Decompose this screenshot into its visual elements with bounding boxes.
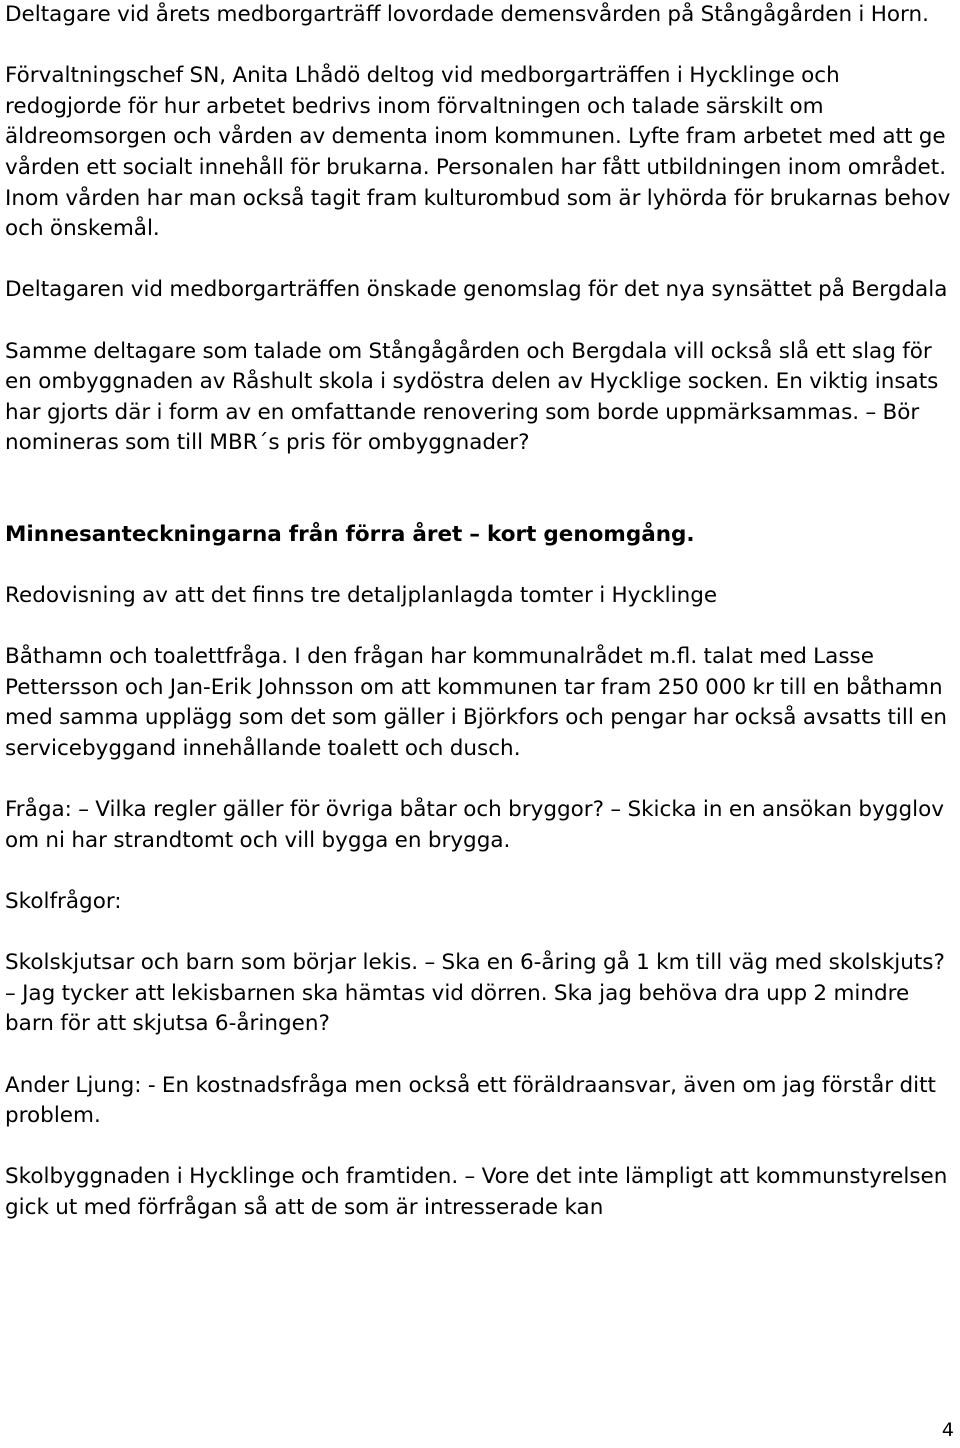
page-number: 4 [941, 1419, 954, 1441]
paragraph-bathamn: Båthamn och toalettfråga. I den frågan har kommunalrådet m.fl. talat med Lasse Pettersson och Jan-Erik Johnsson om att kommunen tar fram 250 000 kr till en båthamn med samma upplägg som det som gäller i Björkfors och pengar har också avsatts till en servicebyggand innehållande toalett och dusch. [5, 644, 948, 762]
paragraph-skolfragor: Skolfrågor: [5, 889, 122, 915]
paragraph-rashult-skola: Samme deltagare som talade om Stångågården och Bergdala vill också slå ett slag för en ombyggnaden av Råshult skola i sydöstra delen av Hycklige socken. En viktig insats har gjorts där i form av en omfattande renovering som borde uppmärksammas. – Bör nomineras som till MBR´s pris för ombyggnader? [5, 338, 939, 456]
paragraph-ander-ljung: Ander Ljung: - En kostnadsfråga men också ett föräldraansvar, även om jag förstår ditt problem. [5, 1072, 936, 1129]
paragraph-skolbyggnaden: Skolbyggnaden i Hycklinge och framtiden. – Vore det inte lämpligt att kommunstyrelsen gick ut med förfrågan så att de som är intresserade kan [5, 1164, 948, 1220]
section-heading: Minnesanteckningarna från förra året – kort genomgång. [5, 521, 695, 547]
paragraph-fraga-batar: Fråga: – Vilka regler gäller för övriga båtar och bryggor? – Skicka in en ansökan bygglov om ni har strandtomt och vill bygga en brygga. [5, 797, 944, 853]
document-page [5, 0, 957, 1224]
paragraph-demensvard: Deltagare vid årets medborgarträff lovordade demensvården på Stångågården i Horn. [5, 2, 929, 27]
paragraph-detaljplan: Redovisning av att det finns tre detaljplanlagda tomter i Hycklinge [5, 583, 718, 609]
paragraph-skolskjutsar: Skolskjutsar och barn som börjar lekis. – Ska en 6-åring gå 1 km till väg med skolskjuts? – Jag tycker att lekisbarnen ska hämtas vid dörren. Ska jag behöva dra upp 2 mindre barn för att skjutsa 6-åringen? [5, 950, 945, 1037]
paragraph-forvaltningschef: Förvaltningschef SN, Anita Lhådö deltog vid medborgarträffen i Hycklinge och redogjorde för hur arbetet bedrivs inom förvaltningen och talade särskilt om äldreomsorgen och vården av dementa inom kommunen. Lyfte fram arbetet med att ge vården ett socialt innehåll för brukarna. Personalen har fått utbildningen inom området. Inom vården har man också tagit fram kulturombud som är lyhörda för brukarnas behov och önskemål. [5, 63, 951, 242]
paragraph-bergdala: Deltagaren vid medborgarträffen önskade genomslag för det nya synsättet på Bergdala [5, 277, 948, 303]
